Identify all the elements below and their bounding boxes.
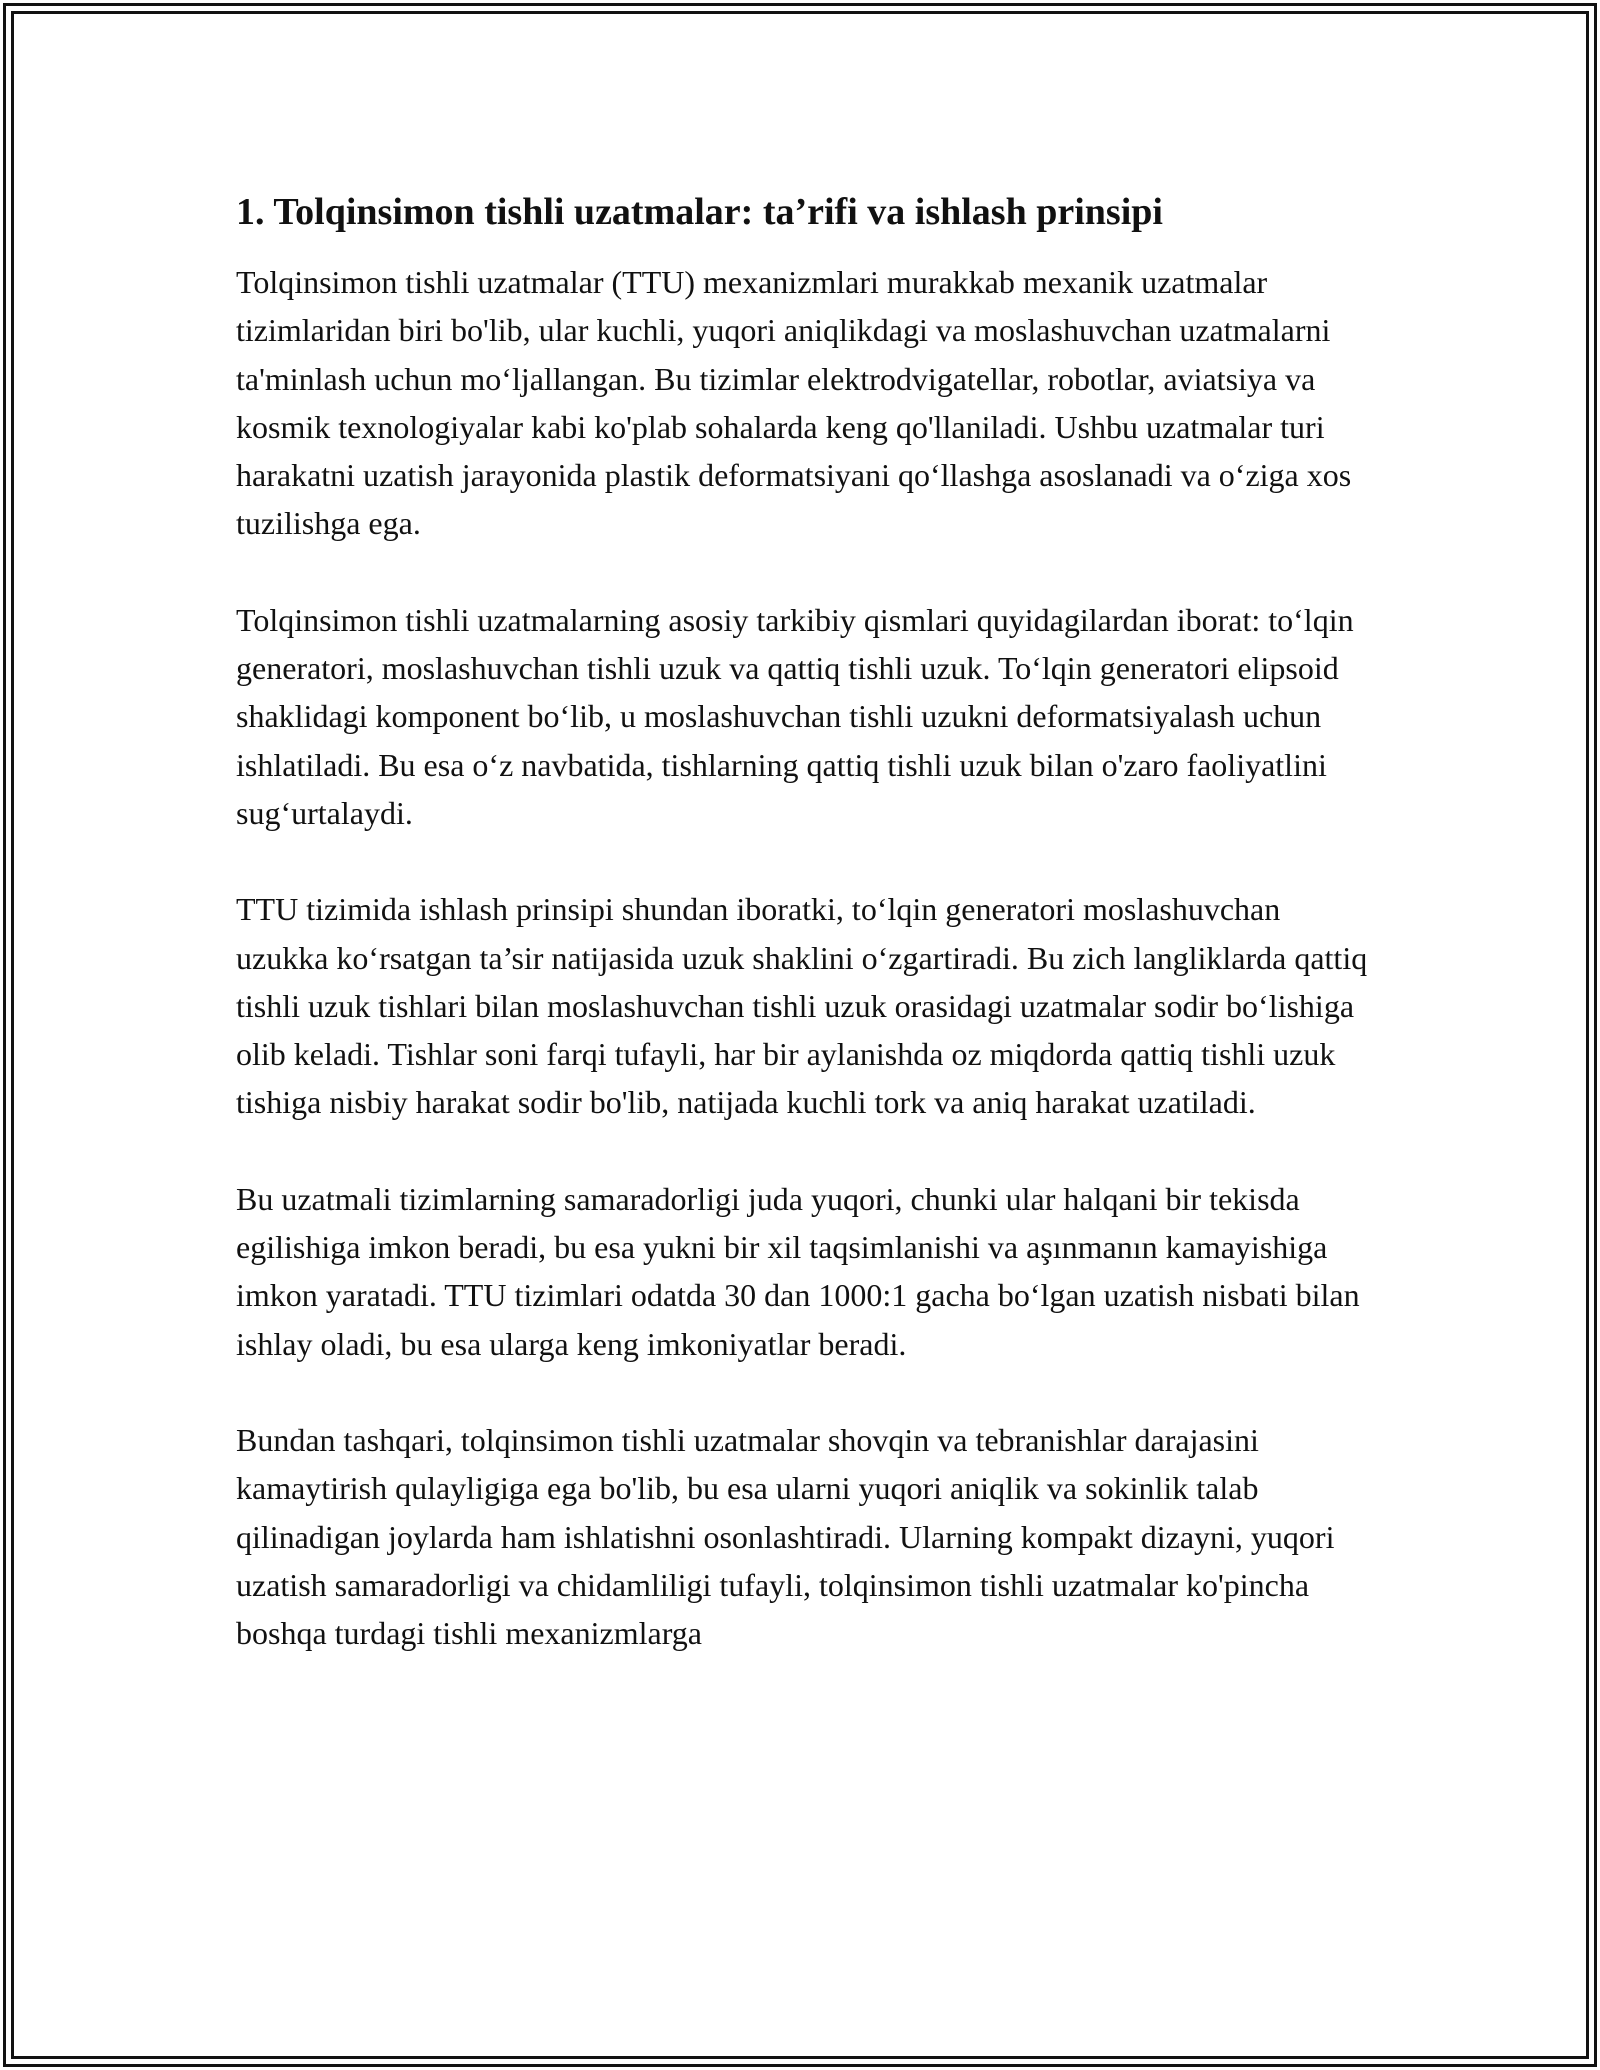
paragraph-2: Tolqinsimon tishli uzatmalarning asosiy tarkibiy qismlari quyidagilardan iborat: toʻlqin generatori, moslashuvchan tishli uzuk va qattiq tishli uzuk. Toʻlqin generatori elipsoid shaklidagi komponent boʻlib, u moslashuvchan tishli uzukni deformatsiyalash uchun ishlatiladi. Bu esa oʻz navbatida, tishlarning qattiq tishli uzuk bilan o'zaro faoliyatlini sugʻurtalaydi.: [236, 601, 1354, 831]
paragraph-5: Bundan tashqari, tolqinsimon tishli uzatmalar shovqin va tebranishlar darajasini kamaytirish qulayligiga ega bo'lib, bu esa ularni yuqori aniqlik va sokinlik talab qilinadigan joylarda ham ishlatishni osonlashtiradi. Ularning kompakt dizayni, yuqori uzatish samaradorligi va chidamliligi tufayli, tolqinsimon tishli uzatmalar ko'pincha boshqa turdagi tishli mexanizmlarga: [236, 1421, 1335, 1652]
section-heading: 1. Tolqinsimon tishli uzatmalar: ta’rifi va ishlash prinsipi: [236, 191, 1163, 233]
paragraph-4: Bu uzatmali tizimlarning samaradorligi juda yuqori, chunki ular halqani bir tekisda egilishiga imkon beradi, bu esa yukni bir xil taqsimlanishi va aşınmanın kamayishiga imkon yaratadi. TTU tizimlari odatda 30 dan 1000:1 gacha boʻlgan uzatish nisbati bilan ishlay oladi, bu esa ularga keng imkoniyatlar beradi.: [236, 1180, 1360, 1362]
paragraph-1: Tolqinsimon tishli uzatmalar (TTU) mexanizmlari murakkab mexanik uzatmalar tizimlaridan biri bo'lib, ular kuchli, yuqori aniqlikdagi va moslashuvchan uzatmalarni ta'minlash uchun moʻljallangan. Bu tizimlar elektrodvigatellar, robotlar, aviatsiya va kosmik texnologiyalar kabi ko'plab sohalarda keng qo'llaniladi. Ushbu uzatmalar turi harakatni uzatish jarayonida plastik deformatsiyani qoʻllashga asoslanadi va oʻziga xos tuzilishga ega.: [236, 264, 1352, 542]
paragraph-3: TTU tizimida ishlash prinsipi shundan iboratki, toʻlqin generatori moslashuvchan uzukka koʻrsatgan ta’sir natijasida uzuk shaklini oʻzgartiradi. Bu zich langliklarda qattiq tishli uzuk tishlari bilan moslashuvchan tishli uzuk orasidagi uzatmalar sodir boʻlishiga olib keladi. Tishlar soni farqi tufayli, har bir aylanishda oz miqdorda qattiq tishli uzuk tishiga nisbiy harakat sodir bo'lib, natijada kuchli tork va aniq harakat uzatiladi.: [236, 891, 1368, 1121]
document-body: [236, 186, 1376, 1705]
